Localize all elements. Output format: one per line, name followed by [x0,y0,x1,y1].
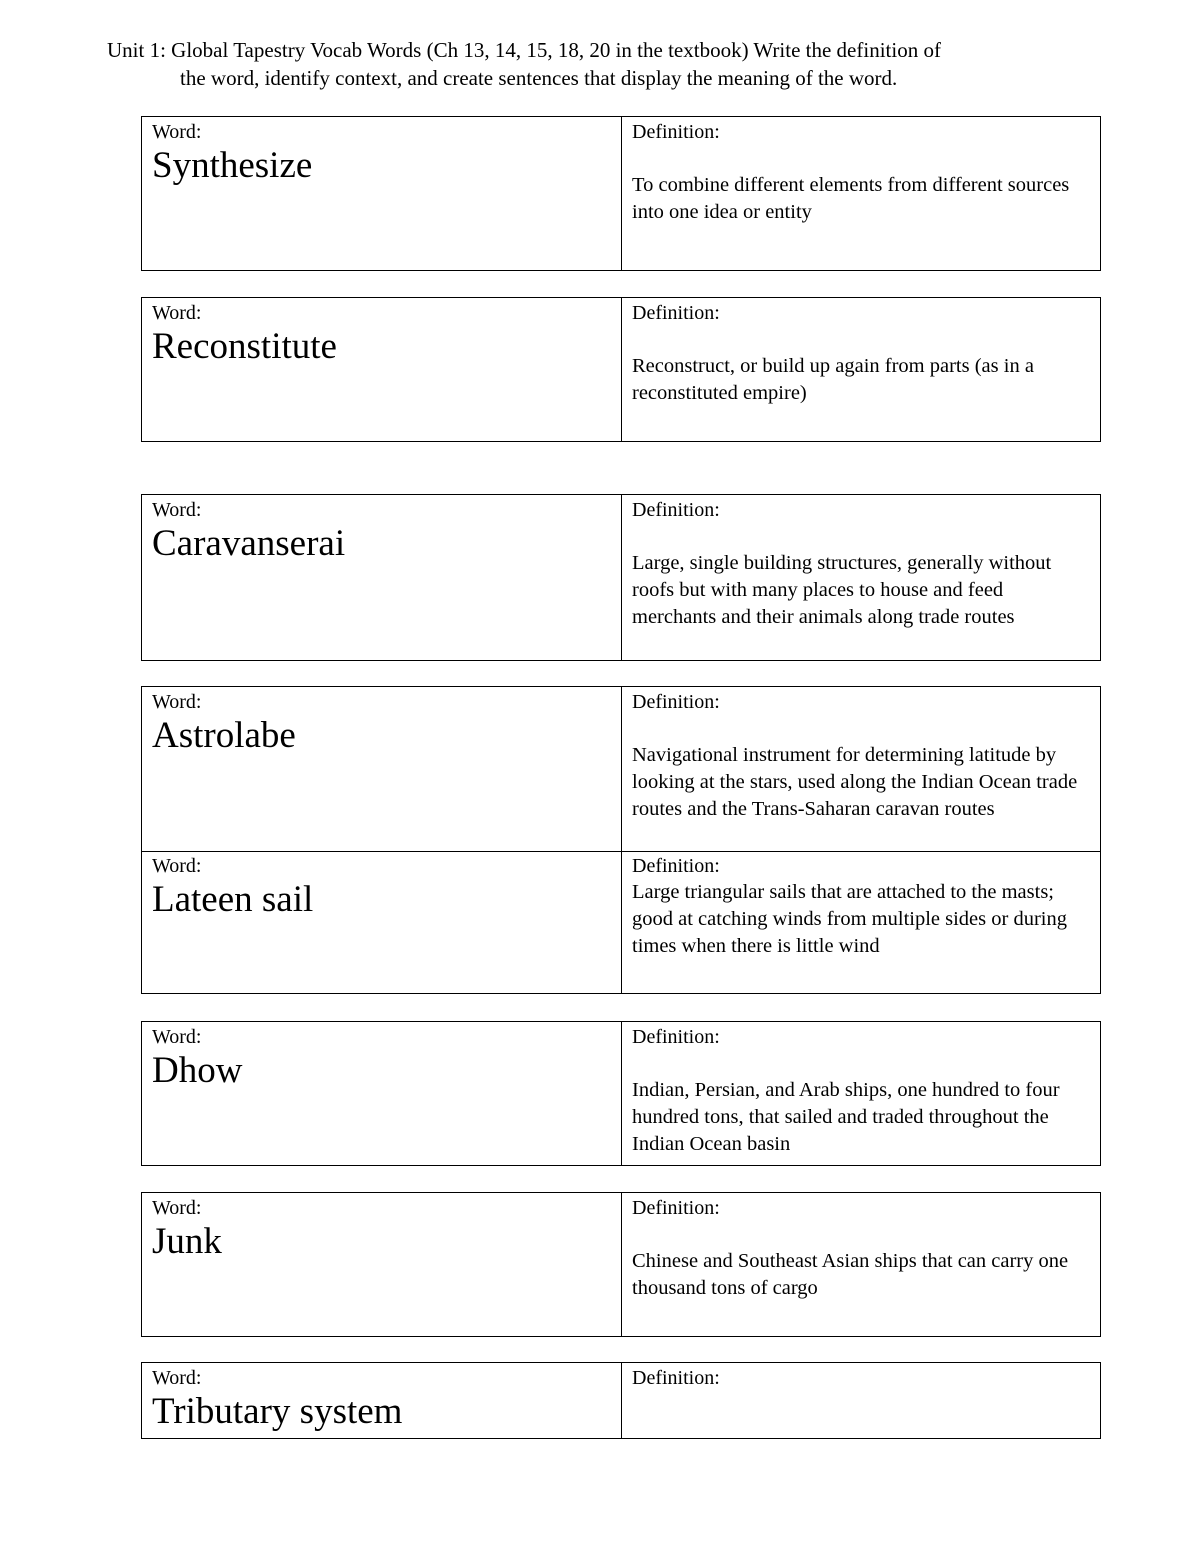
vocab-card-junk [141,1192,1101,1337]
vocab-term: Caravanserai [152,523,346,564]
vocab-card-synthesize [141,116,1101,271]
definition-cell [622,1022,1100,1165]
word-label: Word: [152,121,202,143]
definition-cell [622,687,1100,851]
definition-cell [622,495,1100,660]
word-label: Word: [152,1367,202,1389]
definition-cell [622,1193,1100,1336]
word-cell [142,687,622,851]
definition-text: To combine different elements from different sources into one idea or entity [632,174,1070,223]
vocab-term: Lateen sail [152,879,314,920]
word-cell [142,298,622,441]
word-label: Word: [152,691,202,713]
definition-label: Definition: [632,1197,720,1219]
vocab-card-dhow [141,1021,1101,1166]
worksheet-instructions [107,36,1097,92]
vocab-card-caravanserai [141,494,1101,661]
definition-cell [622,117,1100,270]
definition-cell [622,1363,1100,1438]
vocab-term: Dhow [152,1050,243,1091]
vocab-card-reconstitute [141,297,1101,442]
definition-label: Definition: [632,1367,720,1389]
vocab-card-astrolabe [141,686,1101,852]
definition-cell [622,851,1100,993]
word-cell [142,1363,622,1438]
word-label: Word: [152,1026,202,1048]
word-label: Word: [152,499,202,521]
definition-text: Chinese and Southeast Asian ships that can carry one thousand tons of cargo [632,1250,1069,1299]
word-cell [142,851,622,993]
word-cell [142,1022,622,1165]
word-cell [142,117,622,270]
definition-label: Definition: [632,302,720,324]
definition-text: Reconstruct, or build up again from parts (as in a reconstituted empire) [632,355,1034,404]
vocab-card-tributary-system [141,1362,1101,1439]
word-label: Word: [152,855,202,877]
word-cell [142,495,622,660]
vocab-term: Reconstitute [152,326,337,367]
word-label: Word: [152,302,202,324]
definition-label: Definition: [632,691,720,713]
word-cell [142,1193,622,1336]
vocab-term: Tributary system [152,1391,403,1432]
definition-text: Large triangular sails that are attached to the masts; good at catching winds from multiple sides or during times when there is little wind [632,881,1067,957]
vocab-term: Junk [152,1221,222,1262]
definition-text: Indian, Persian, and Arab ships, one hundred to four hundred tons, that sailed and traded throughout the Indian Ocean basin [632,1079,1060,1155]
instructions-line-1: Unit 1: Global Tapestry Vocab Words (Ch 13, 14, 15, 18, 20 in the textbook) Write the definition of [107,38,941,62]
definition-text: Large, single building structures, generally without roofs but with many places to house and feed merchants and their animals along trade routes [632,552,1052,628]
definition-text: Navigational instrument for determining latitude by looking at the stars, used along the Indian Ocean trade routes and the Trans-Saharan caravan routes [632,744,1078,820]
definition-cell [622,298,1100,441]
definition-label: Definition: [632,121,720,143]
vocab-term: Synthesize [152,145,313,186]
definition-label: Definition: [632,855,720,877]
definition-label: Definition: [632,1026,720,1048]
word-label: Word: [152,1197,202,1219]
definition-label: Definition: [632,499,720,521]
vocab-card-lateen-sail [141,851,1101,994]
vocab-term: Astrolabe [152,715,296,756]
instructions-line-2: the word, identify context, and create sentences that display the meaning of the word. [180,66,898,90]
